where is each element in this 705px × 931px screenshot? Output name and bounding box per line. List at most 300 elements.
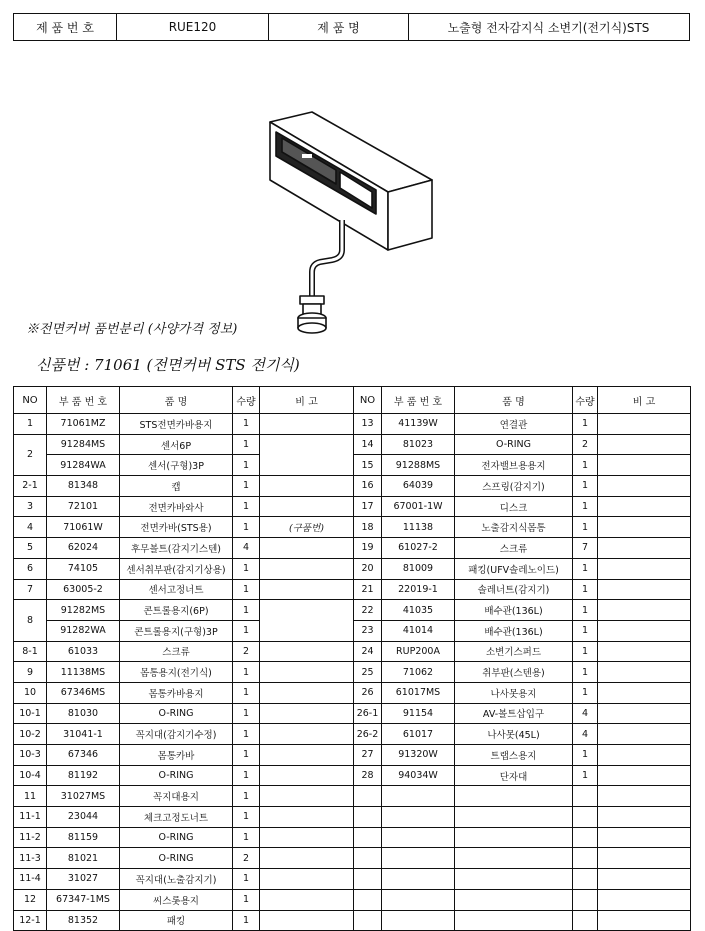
part-code: 94034W — [382, 765, 455, 786]
part-qty: 1 — [233, 724, 260, 745]
part-qty: 4 — [233, 538, 260, 559]
row-no: 14 — [354, 434, 382, 455]
row-no — [354, 889, 382, 910]
product-illustration — [260, 110, 450, 335]
table-row — [14, 538, 354, 559]
part-qty: 1 — [573, 600, 598, 621]
part-code — [382, 786, 455, 807]
part-code: 81352 — [47, 910, 120, 931]
table-row — [14, 827, 354, 848]
part-qty: 1 — [233, 786, 260, 807]
part-name: 전면카바(STS용) — [120, 517, 233, 538]
part-name: 꼭지대(감지기수정) — [120, 724, 233, 745]
table-row — [354, 600, 691, 621]
row-no: 9 — [14, 662, 47, 683]
row-no: 27 — [354, 745, 382, 766]
table-row — [14, 807, 354, 828]
part-name: 전자밸브용용지 — [455, 455, 573, 476]
part-name: 스크류 — [455, 538, 573, 559]
row-no: 22 — [354, 600, 382, 621]
part-qty — [573, 786, 598, 807]
part-qty: 1 — [233, 807, 260, 828]
part-remark — [260, 889, 354, 910]
part-name: 단자대 — [455, 765, 573, 786]
row-no: 11-4 — [14, 869, 47, 890]
part-remark — [260, 703, 354, 724]
product-name-label: 제 품 명 — [269, 14, 409, 40]
part-remark — [598, 496, 691, 517]
table-row — [354, 455, 691, 476]
row-no: 16 — [354, 476, 382, 497]
col-header-qty: 수량 — [233, 387, 260, 414]
part-remark — [598, 662, 691, 683]
table-row — [14, 517, 354, 538]
part-code: 91320W — [382, 745, 455, 766]
part-remark — [260, 807, 354, 828]
part-qty: 1 — [233, 910, 260, 931]
part-qty — [573, 869, 598, 890]
part-name: 센서고정너트 — [120, 579, 233, 600]
part-name: 연결관 — [455, 414, 573, 435]
part-qty: 1 — [233, 765, 260, 786]
part-code: 22019-1 — [382, 579, 455, 600]
row-no: 1 — [14, 414, 47, 435]
part-name: 콘트롤용지(구형)3P — [120, 620, 233, 641]
part-code: 91284MS — [47, 434, 120, 455]
col-header-remark: 비 고 — [598, 387, 691, 414]
part-code: 31027MS — [47, 786, 120, 807]
col-header-name: 품 명 — [455, 387, 573, 414]
part-qty: 1 — [233, 703, 260, 724]
row-no: 26-2 — [354, 724, 382, 745]
part-name: O-RING — [120, 848, 233, 869]
part-name — [455, 786, 573, 807]
part-remark — [260, 827, 354, 848]
part-code: 67346MS — [47, 682, 120, 703]
part-remark — [260, 786, 354, 807]
row-no: 10-1 — [14, 703, 47, 724]
row-no: 8-1 — [14, 641, 47, 662]
part-remark — [598, 476, 691, 497]
table-row — [354, 414, 691, 435]
part-remark — [598, 641, 691, 662]
part-name — [455, 827, 573, 848]
part-name: 디스크 — [455, 496, 573, 517]
part-qty: 2 — [233, 641, 260, 662]
part-name — [455, 889, 573, 910]
part-qty: 1 — [233, 600, 260, 621]
part-remark — [260, 434, 354, 475]
part-code: 91282MS — [47, 600, 120, 621]
handwritten-note-2: 신품번 : 71061 (전면커버 STS 전기식) — [36, 356, 300, 374]
part-name: 전면카바와사 — [120, 496, 233, 517]
part-qty: 1 — [233, 827, 260, 848]
part-code: 61027-2 — [382, 538, 455, 559]
part-name: 배수관(136L) — [455, 600, 573, 621]
part-remark — [260, 682, 354, 703]
table-row — [354, 641, 691, 662]
part-name — [455, 869, 573, 890]
part-code: 81009 — [382, 558, 455, 579]
part-name: 나사못용지 — [455, 682, 573, 703]
part-qty: 1 — [233, 682, 260, 703]
table-row — [14, 558, 354, 579]
part-name: 패킹(UFV솔레노이드) — [455, 558, 573, 579]
part-name: 센서취부판(감지기상용) — [120, 558, 233, 579]
part-name: 소변기스퍼드 — [455, 641, 573, 662]
part-remark — [598, 765, 691, 786]
part-remark — [598, 807, 691, 828]
table-row — [14, 745, 354, 766]
part-code: 71061W — [47, 517, 120, 538]
part-code — [382, 807, 455, 828]
part-name: 꼭지대(노출감지기) — [120, 869, 233, 890]
part-name: O-RING — [455, 434, 573, 455]
table-row — [14, 703, 354, 724]
table-row — [14, 869, 354, 890]
part-name: O-RING — [120, 703, 233, 724]
part-code — [382, 869, 455, 890]
table-row — [354, 476, 691, 497]
part-qty: 1 — [233, 620, 260, 641]
part-remark — [598, 848, 691, 869]
row-no: 24 — [354, 641, 382, 662]
part-qty: 1 — [233, 455, 260, 476]
part-code: 67347-1MS — [47, 889, 120, 910]
parts-table-left — [13, 386, 354, 931]
table-row — [14, 682, 354, 703]
part-name: 배수관(136L) — [455, 620, 573, 641]
part-remark — [260, 745, 354, 766]
part-remark — [598, 724, 691, 745]
part-name: 솔레너트(감지기) — [455, 579, 573, 600]
row-no: 25 — [354, 662, 382, 683]
table-row — [354, 662, 691, 683]
part-qty — [573, 848, 598, 869]
part-remark — [260, 641, 354, 662]
row-no: 18 — [354, 517, 382, 538]
part-code: 81159 — [47, 827, 120, 848]
table-row — [354, 807, 691, 828]
part-code: 81023 — [382, 434, 455, 455]
col-header-no: NO — [354, 387, 382, 414]
part-code: 71062 — [382, 662, 455, 683]
part-qty: 1 — [233, 662, 260, 683]
part-qty: 1 — [573, 496, 598, 517]
part-qty — [573, 807, 598, 828]
part-remark — [598, 620, 691, 641]
part-qty: 1 — [573, 558, 598, 579]
table-row — [354, 827, 691, 848]
part-qty: 1 — [573, 641, 598, 662]
part-qty: 1 — [233, 889, 260, 910]
row-no: 10-2 — [14, 724, 47, 745]
row-no: 12 — [14, 889, 47, 910]
part-qty: 1 — [573, 765, 598, 786]
row-no: 17 — [354, 496, 382, 517]
part-name: 스크류 — [120, 641, 233, 662]
part-remark — [598, 414, 691, 435]
row-no: 11 — [14, 786, 47, 807]
part-qty: 1 — [233, 434, 260, 455]
part-remark — [598, 682, 691, 703]
part-remark — [260, 538, 354, 559]
row-no: 10 — [14, 682, 47, 703]
table-row — [14, 600, 354, 621]
part-qty: 1 — [573, 455, 598, 476]
part-name: AV-볼트삽입구 — [455, 703, 573, 724]
part-qty: 1 — [573, 517, 598, 538]
part-remark — [598, 869, 691, 890]
row-no: 5 — [14, 538, 47, 559]
part-qty: 1 — [233, 476, 260, 497]
part-remark — [598, 538, 691, 559]
part-qty: 7 — [573, 538, 598, 559]
part-name: 몸통카바 — [120, 745, 233, 766]
part-qty: 1 — [573, 579, 598, 600]
table-row — [354, 765, 691, 786]
table-header-row — [14, 387, 354, 414]
part-code — [382, 827, 455, 848]
part-code: 11138 — [382, 517, 455, 538]
row-no: 2 — [14, 434, 47, 475]
row-no: 26-1 — [354, 703, 382, 724]
part-code: 91288MS — [382, 455, 455, 476]
part-code: 41035 — [382, 600, 455, 621]
table-row — [354, 620, 691, 641]
part-remark — [598, 434, 691, 455]
part-name: O-RING — [120, 827, 233, 848]
col-header-no: NO — [14, 387, 47, 414]
part-qty — [573, 889, 598, 910]
table-row — [354, 538, 691, 559]
table-row — [354, 496, 691, 517]
part-code: 31027 — [47, 869, 120, 890]
part-name: 센서6P — [120, 434, 233, 455]
part-remark — [260, 600, 354, 641]
part-qty: 1 — [573, 476, 598, 497]
table-row — [14, 414, 354, 435]
row-no: 21 — [354, 579, 382, 600]
part-code: 91154 — [382, 703, 455, 724]
part-remark — [598, 517, 691, 538]
part-code: 81021 — [47, 848, 120, 869]
part-remark — [598, 558, 691, 579]
part-code: 62024 — [47, 538, 120, 559]
part-code: 71061MZ — [47, 414, 120, 435]
col-header-part-no: 부 품 번 호 — [382, 387, 455, 414]
part-remark — [260, 414, 354, 435]
table-row — [354, 558, 691, 579]
part-remark — [260, 765, 354, 786]
part-qty: 4 — [573, 703, 598, 724]
part-remark — [260, 869, 354, 890]
row-no: 20 — [354, 558, 382, 579]
part-remark — [260, 848, 354, 869]
part-name: 몸통용지(전기식) — [120, 662, 233, 683]
part-code: RUP200A — [382, 641, 455, 662]
table-row — [354, 848, 691, 869]
part-code: 61017MS — [382, 682, 455, 703]
part-name: 꼭지대용지 — [120, 786, 233, 807]
part-qty: 1 — [233, 558, 260, 579]
row-no: 10-4 — [14, 765, 47, 786]
part-code: 11138MS — [47, 662, 120, 683]
parts-table-right — [353, 386, 691, 931]
row-no — [354, 869, 382, 890]
col-header-name: 품 명 — [120, 387, 233, 414]
table-row — [354, 724, 691, 745]
row-no: 2-1 — [14, 476, 47, 497]
row-no — [354, 786, 382, 807]
row-no — [354, 827, 382, 848]
part-qty: 1 — [233, 496, 260, 517]
row-no: 10-3 — [14, 745, 47, 766]
part-name: 체크고정도너트 — [120, 807, 233, 828]
part-qty: 1 — [233, 745, 260, 766]
part-remark — [598, 827, 691, 848]
table-row — [14, 848, 354, 869]
table-row — [354, 579, 691, 600]
product-name: 노출형 전자감지식 소변기(전기식)STS — [447, 20, 650, 35]
part-remark — [598, 889, 691, 910]
part-qty: 1 — [573, 682, 598, 703]
part-qty: 2 — [573, 434, 598, 455]
part-qty: 1 — [573, 414, 598, 435]
part-name: 캡 — [120, 476, 233, 497]
table-row — [14, 434, 354, 455]
row-no: 11-1 — [14, 807, 47, 828]
part-name: 씨스롯용지 — [120, 889, 233, 910]
part-code: 74105 — [47, 558, 120, 579]
table-row — [14, 889, 354, 910]
part-code: 23044 — [47, 807, 120, 828]
table-row — [354, 889, 691, 910]
part-code: 61017 — [382, 724, 455, 745]
table-header-row — [354, 387, 691, 414]
part-code: 91282WA — [47, 620, 120, 641]
row-no: 4 — [14, 517, 47, 538]
part-qty: 1 — [573, 620, 598, 641]
part-qty: 2 — [233, 848, 260, 869]
part-name: 콘트롤용지(6P) — [120, 600, 233, 621]
table-row — [14, 579, 354, 600]
part-code — [382, 848, 455, 869]
part-code: 41139W — [382, 414, 455, 435]
row-no: 12-1 — [14, 910, 47, 931]
table-row — [354, 745, 691, 766]
part-qty: 1 — [233, 579, 260, 600]
row-no: 13 — [354, 414, 382, 435]
row-no: 28 — [354, 765, 382, 786]
part-remark — [260, 476, 354, 497]
table-row — [354, 703, 691, 724]
row-no: 6 — [14, 558, 47, 579]
part-name: 패킹 — [120, 910, 233, 931]
table-row — [14, 724, 354, 745]
handwritten-note-1: ※전면커버 품번분리 (사양가격 정보) — [26, 322, 238, 337]
col-header-remark: 비 고 — [260, 387, 354, 414]
row-no: 11-2 — [14, 827, 47, 848]
part-code: 72101 — [47, 496, 120, 517]
part-qty: 1 — [233, 869, 260, 890]
table-row — [14, 641, 354, 662]
row-no: 11-3 — [14, 848, 47, 869]
row-no: 15 — [354, 455, 382, 476]
part-remark — [598, 703, 691, 724]
part-name: 트랩스용지 — [455, 745, 573, 766]
col-header-qty: 수량 — [573, 387, 598, 414]
part-name: 센서(구형)3P — [120, 455, 233, 476]
table-row — [14, 496, 354, 517]
part-name — [455, 807, 573, 828]
part-remark — [598, 745, 691, 766]
part-remark — [598, 786, 691, 807]
table-row — [14, 765, 354, 786]
part-name — [455, 848, 573, 869]
part-qty: 4 — [573, 724, 598, 745]
part-code: 64039 — [382, 476, 455, 497]
part-remark — [598, 579, 691, 600]
table-row — [354, 434, 691, 455]
part-remark — [260, 662, 354, 683]
part-code: 31041-1 — [47, 724, 120, 745]
part-name: 몸통카바용지 — [120, 682, 233, 703]
row-no: 23 — [354, 620, 382, 641]
table-row — [14, 662, 354, 683]
table-row — [354, 682, 691, 703]
part-remark — [598, 455, 691, 476]
row-no: 8 — [14, 600, 47, 641]
table-row — [354, 517, 691, 538]
part-qty — [573, 827, 598, 848]
row-no: 19 — [354, 538, 382, 559]
part-code: 67001-1W — [382, 496, 455, 517]
part-code: 81030 — [47, 703, 120, 724]
header-bar — [13, 13, 690, 41]
part-code: 63005-2 — [47, 579, 120, 600]
part-name: 취부판(스텐용) — [455, 662, 573, 683]
part-name: 후무볼트(감지기스텐) — [120, 538, 233, 559]
part-qty: 1 — [233, 517, 260, 538]
part-code: 67346 — [47, 745, 120, 766]
part-name: STS전면카바용지 — [120, 414, 233, 435]
part-qty: 1 — [573, 745, 598, 766]
part-remark — [260, 558, 354, 579]
part-code: 61033 — [47, 641, 120, 662]
table-row — [354, 869, 691, 890]
part-code: 81192 — [47, 765, 120, 786]
part-remark — [260, 724, 354, 745]
part-code: 91284WA — [47, 455, 120, 476]
table-row — [14, 786, 354, 807]
row-no: 26 — [354, 682, 382, 703]
product-no: RUE120 — [117, 14, 269, 40]
row-no — [354, 848, 382, 869]
row-no: 3 — [14, 496, 47, 517]
table-row — [354, 786, 691, 807]
part-name: 나사못(45L) — [455, 724, 573, 745]
part-code — [382, 889, 455, 910]
table-row — [14, 476, 354, 497]
row-no — [354, 807, 382, 828]
part-code: 81348 — [47, 476, 120, 497]
part-code: 41014 — [382, 620, 455, 641]
part-name: O-RING — [120, 765, 233, 786]
part-name: 스프링(감지기) — [455, 476, 573, 497]
part-qty: 1 — [573, 662, 598, 683]
part-remark: (구품번) — [260, 517, 354, 538]
